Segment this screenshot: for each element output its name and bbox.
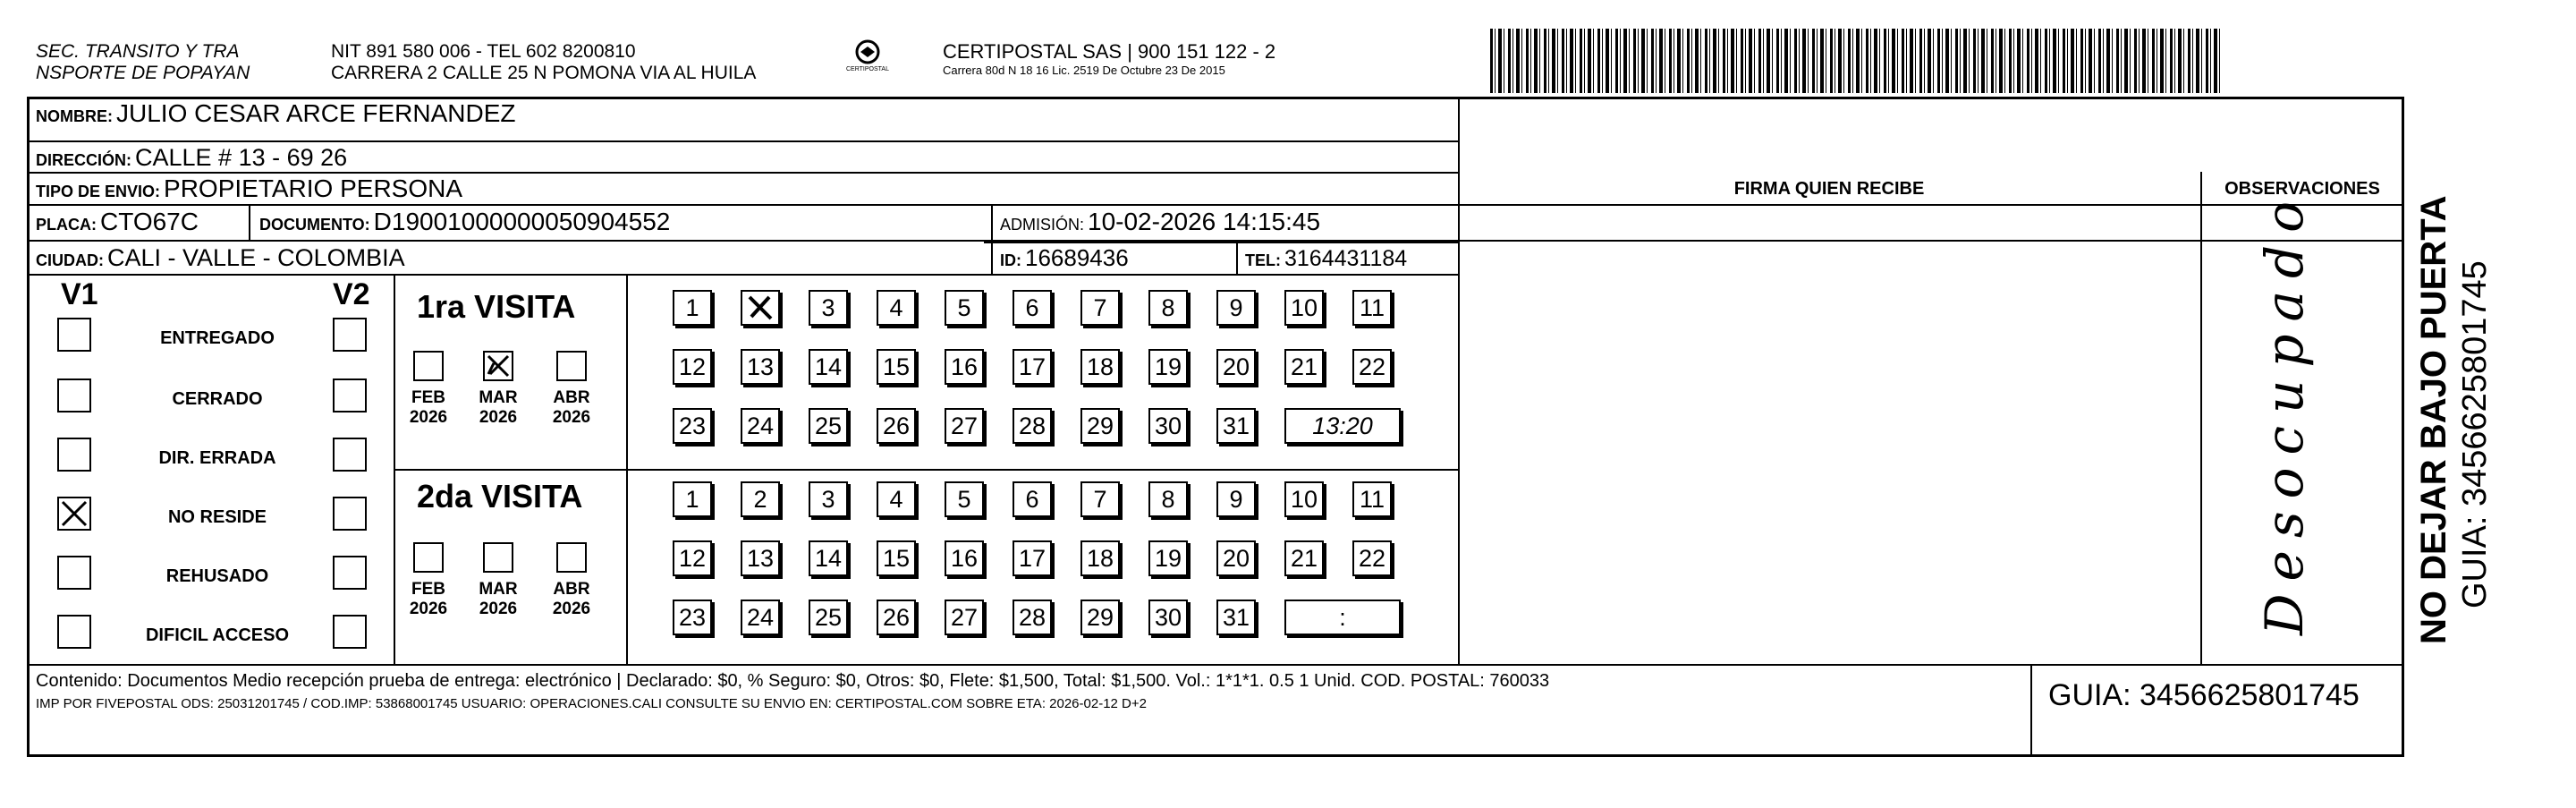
second-visit-day[interactable]: 2 xyxy=(741,481,780,517)
first-visit-day[interactable]: 7 xyxy=(1080,290,1120,326)
company-line: CERTIPOSTAL SAS | 900 151 122 - 2 xyxy=(943,40,1276,63)
col-line xyxy=(1236,240,1238,274)
col-line xyxy=(2200,172,2202,664)
second-visit-day[interactable]: 30 xyxy=(1148,600,1188,635)
v2-header: V2 xyxy=(333,277,370,311)
v1-checkbox[interactable] xyxy=(57,438,91,472)
first-visit-day[interactable]: 23 xyxy=(673,408,712,444)
first-month-label: ABR 2026 xyxy=(552,388,591,427)
tipo-label: TIPO DE ENVIO: xyxy=(36,183,161,200)
license-line: Carrera 80d N 18 16 Lic. 2519 De Octubre 23 De 2015 xyxy=(943,64,1225,77)
logo-text: CERTIPOSTAL xyxy=(846,66,889,72)
v2-checkbox[interactable] xyxy=(333,438,367,472)
tel-label: TEL: xyxy=(1245,251,1281,269)
placa-value: CTO67C xyxy=(100,208,199,235)
first-visit-day[interactable]: 14 xyxy=(809,349,848,385)
direccion-value: CALLE # 13 - 69 26 xyxy=(135,144,348,171)
first-visit-day[interactable]: 29 xyxy=(1080,408,1120,444)
second-visit-day[interactable]: 10 xyxy=(1284,481,1324,517)
second-visit-day[interactable]: 1 xyxy=(673,481,712,517)
col-line xyxy=(249,204,250,240)
second-visit-day[interactable]: 31 xyxy=(1216,600,1256,635)
direccion-label: DIRECCIÓN: xyxy=(36,151,131,169)
v2-checkbox[interactable] xyxy=(333,556,367,590)
admision-field xyxy=(1000,208,1320,238)
footer-guia: GUIA: 3456625801745 xyxy=(2048,678,2360,712)
ciudad-value: CALI - VALLE - COLOMBIA xyxy=(107,244,405,271)
status-label: DIR. ERRADA xyxy=(158,448,276,468)
tel-value: 3164431184 xyxy=(1284,246,1408,271)
observaciones-header: OBSERVACIONES xyxy=(2224,179,2380,199)
status-label: REHUSADO xyxy=(165,566,269,586)
col-line xyxy=(991,204,993,274)
second-visit-day[interactable]: 25 xyxy=(809,600,848,635)
first-visit-day[interactable]: 8 xyxy=(1148,290,1188,326)
second-visit-day[interactable]: 20 xyxy=(1216,540,1256,576)
first-month-checkbox[interactable] xyxy=(483,351,513,381)
second-visit-day[interactable]: 18 xyxy=(1080,540,1120,576)
first-visit-day[interactable]: 21 xyxy=(1284,349,1324,385)
side-warning-text: NO DEJAR BAJO PUERTA xyxy=(2414,195,2453,644)
row-line xyxy=(394,469,1458,471)
header-left-line2: NSPORTE DE POPAYAN xyxy=(36,63,250,83)
documento-label: DOCUMENTO: xyxy=(259,216,370,234)
first-visit-day[interactable]: 19 xyxy=(1148,349,1188,385)
first-visit-day[interactable]: 13 xyxy=(741,349,780,385)
second-visit-day[interactable]: 9 xyxy=(1216,481,1256,517)
first-visit-day[interactable]: 31 xyxy=(1216,408,1256,444)
first-visit-day[interactable]: 27 xyxy=(945,408,984,444)
first-visit-day[interactable]: 16 xyxy=(945,349,984,385)
first-visit-day[interactable]: 9 xyxy=(1216,290,1256,326)
status-label: ENTREGADO xyxy=(160,328,275,348)
nombre-value: JULIO CESAR ARCE FERNANDEZ xyxy=(116,99,516,127)
v2-checkbox[interactable] xyxy=(333,497,367,531)
header-center xyxy=(331,41,756,84)
second-month-checkbox[interactable] xyxy=(483,542,513,573)
second-visit-day[interactable]: 6 xyxy=(1013,481,1052,517)
first-visit-day[interactable]: 22 xyxy=(1352,349,1392,385)
first-visit-title: 1ra VISITA xyxy=(417,288,576,325)
footer-content: Contenido: Documentos Medio recepción prueba de entrega: electrónico | Declarado: $0, % Seguro: $0, Otros: $0, Flete: $1,500, Total: $1,500. Vol.: 1*1*1. 0.5 1 Unid. COD. POSTAL: 760033 xyxy=(36,671,1550,691)
nombre-field xyxy=(36,100,516,130)
status-label: CERRADO xyxy=(172,389,263,409)
firma-header: FIRMA QUIEN RECIBE xyxy=(1733,179,1925,199)
v1-checkbox[interactable] xyxy=(57,318,91,352)
col-line xyxy=(626,274,628,664)
id-label: ID: xyxy=(1000,251,1021,269)
direccion-field xyxy=(36,144,347,174)
first-month-checkbox[interactable] xyxy=(556,351,587,381)
ciudad-field xyxy=(36,244,405,274)
first-visit-day[interactable]: 6 xyxy=(1013,290,1052,326)
first-visit-day[interactable]: 4 xyxy=(877,290,916,326)
documento-value: D19001000000050904552 xyxy=(373,208,671,235)
second-month-checkbox[interactable] xyxy=(413,542,444,573)
v1-checkbox[interactable] xyxy=(57,615,91,649)
first-visit-day[interactable]: 17 xyxy=(1013,349,1052,385)
header-address: CARRERA 2 CALLE 25 N POMONA VIA AL HUILA xyxy=(331,63,757,83)
second-visit-day[interactable]: 27 xyxy=(945,600,984,635)
first-visit-day[interactable]: 11 xyxy=(1352,290,1392,326)
second-visit-title: 2da VISITA xyxy=(417,478,583,515)
second-month-checkbox[interactable] xyxy=(556,542,587,573)
row-line xyxy=(27,664,2404,666)
second-visit-day[interactable]: 12 xyxy=(673,540,712,576)
v2-checkbox[interactable] xyxy=(333,378,367,413)
v2-checkbox[interactable] xyxy=(333,615,367,649)
second-visit-day[interactable]: 29 xyxy=(1080,600,1120,635)
second-visit-day[interactable]: 15 xyxy=(877,540,916,576)
second-month-label: FEB 2026 xyxy=(409,580,448,618)
id-value: 16689436 xyxy=(1025,244,1129,271)
observaciones-handwriting: Desocupado xyxy=(2254,188,2315,635)
nombre-label: NOMBRE: xyxy=(36,107,113,125)
status-label: DIFICIL ACCESO xyxy=(145,625,289,645)
first-month-label: MAR 2026 xyxy=(479,388,518,427)
header-left-line1: SEC. TRANSITO Y TRA xyxy=(36,41,240,62)
row-line xyxy=(984,242,1458,243)
certipostal-logo xyxy=(841,36,894,86)
second-visit-day[interactable]: 5 xyxy=(945,481,984,517)
side-warning xyxy=(2413,195,2496,644)
second-month-label: ABR 2026 xyxy=(552,580,591,618)
header-nit: NIT 891 580 006 - TEL 602 8200810 xyxy=(331,41,636,62)
second-visit-day[interactable]: 3 xyxy=(809,481,848,517)
side-guia: GUIA: 3456625801745 xyxy=(2456,260,2494,608)
logo-icon xyxy=(841,36,894,86)
second-visit-day[interactable]: 8 xyxy=(1148,481,1188,517)
header-left xyxy=(36,41,250,84)
first-visit-time[interactable]: 13:20 xyxy=(1284,408,1401,444)
first-visit-day[interactable]: 28 xyxy=(1013,408,1052,444)
v1-header: V1 xyxy=(61,277,98,311)
second-visit-day[interactable]: 4 xyxy=(877,481,916,517)
first-visit-day[interactable]: 15 xyxy=(877,349,916,385)
documento-field xyxy=(259,208,670,238)
second-visit-day[interactable]: 26 xyxy=(877,600,916,635)
col-line xyxy=(2030,664,2032,757)
first-visit-day[interactable]: 20 xyxy=(1216,349,1256,385)
second-visit-day[interactable]: 23 xyxy=(673,600,712,635)
admision-value: 10-02-2026 14:15:45 xyxy=(1088,208,1321,235)
first-visit-day[interactable]: 25 xyxy=(809,408,848,444)
tipo-field xyxy=(36,175,462,205)
second-visit-day[interactable]: 28 xyxy=(1013,600,1052,635)
barcode xyxy=(1490,29,2224,93)
tel-field xyxy=(1245,245,1407,274)
tipo-value: PROPIETARIO PERSONA xyxy=(164,174,463,202)
first-visit-day[interactable]: 1 xyxy=(673,290,712,326)
footer-imp: IMP POR FIVEPOSTAL ODS: 25031201745 / COD.IMP: 53868001745 USUARIO: OPERACIONES.CALI CONSULTE SU ENVIO EN: CERTIPOSTAL.COM SOBRE ETA: 2026-02-12 D+2 xyxy=(36,696,1147,711)
first-visit-day[interactable]: 26 xyxy=(877,408,916,444)
second-visit-day[interactable]: 24 xyxy=(741,600,780,635)
second-visit-day[interactable]: 19 xyxy=(1148,540,1188,576)
first-visit-day[interactable]: 3 xyxy=(809,290,848,326)
row-line xyxy=(27,274,1458,276)
v1-checkbox[interactable] xyxy=(57,378,91,413)
first-visit-day[interactable]: 30 xyxy=(1148,408,1188,444)
first-visit-day[interactable]: 18 xyxy=(1080,349,1120,385)
row-line xyxy=(27,140,1458,142)
second-month-label: MAR 2026 xyxy=(479,580,518,618)
first-visit-day[interactable]: 5 xyxy=(945,290,984,326)
v2-checkbox[interactable] xyxy=(333,318,367,352)
first-visit-day[interactable] xyxy=(741,290,780,326)
id-field xyxy=(1000,244,1129,274)
placa-field xyxy=(36,208,199,238)
ciudad-label: CIUDAD: xyxy=(36,251,104,269)
v1-checkbox[interactable] xyxy=(57,556,91,590)
header-company xyxy=(943,41,1275,79)
status-label: NO RESIDE xyxy=(167,507,267,527)
second-visit-day[interactable]: 13 xyxy=(741,540,780,576)
second-visit-day[interactable]: 22 xyxy=(1352,540,1392,576)
second-visit-day[interactable]: 17 xyxy=(1013,540,1052,576)
placa-label: PLACA: xyxy=(36,216,97,234)
second-visit-day[interactable]: 7 xyxy=(1080,481,1120,517)
admision-label: ADMISIÓN: xyxy=(1000,216,1085,234)
first-visit-day[interactable]: 10 xyxy=(1284,290,1324,326)
second-visit-day[interactable]: 21 xyxy=(1284,540,1324,576)
col-line xyxy=(394,274,395,664)
first-month-checkbox[interactable] xyxy=(413,351,444,381)
second-visit-time[interactable]: : xyxy=(1284,600,1401,635)
first-visit-day[interactable]: 24 xyxy=(741,408,780,444)
second-visit-day[interactable]: 14 xyxy=(809,540,848,576)
first-month-label: FEB 2026 xyxy=(409,388,448,427)
second-visit-day[interactable]: 11 xyxy=(1352,481,1392,517)
first-visit-day[interactable]: 12 xyxy=(673,349,712,385)
v1-checkbox[interactable] xyxy=(57,497,91,531)
second-visit-day[interactable]: 16 xyxy=(945,540,984,576)
